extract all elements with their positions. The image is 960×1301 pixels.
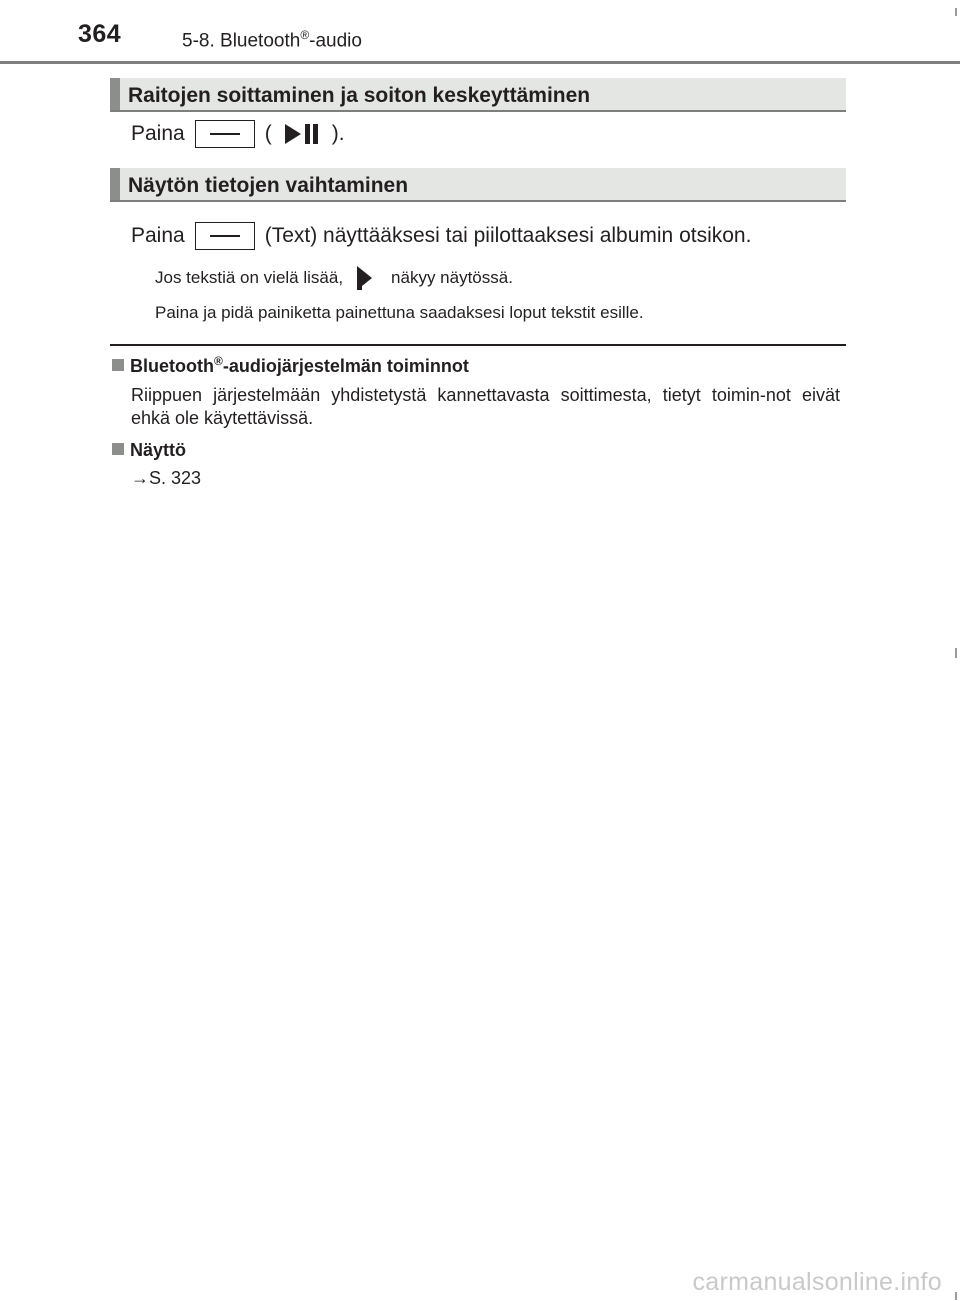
- reference-page: S. 323: [149, 468, 202, 488]
- more-text-arrow-icon: [355, 264, 375, 292]
- instruction-text: Paina: [131, 122, 185, 145]
- section-divider: [110, 344, 846, 346]
- square-bullet: [112, 359, 124, 371]
- heading-suffix: -audiojärjestelmän toiminnot: [222, 356, 469, 376]
- instruction-text-after: (Text) näyttääksesi tai piilottaaksesi albumin otsikon.: [264, 224, 752, 247]
- edge-tick: [955, 648, 957, 658]
- registered-mark: ®: [300, 28, 310, 42]
- registered-mark: ®: [213, 354, 223, 368]
- heading-text: Näyttö: [130, 440, 187, 460]
- section-header-display-info: [110, 168, 846, 202]
- note-text: Paina ja pidä painiketta painettuna saadaksesi loput tekstit esille.: [155, 303, 644, 322]
- note-text-after: näkyy näytössä.: [391, 268, 513, 287]
- play-pause-instruction: [131, 120, 345, 148]
- watermark: carmanualsonline.info: [692, 1268, 942, 1296]
- steering-switch-button[interactable]: [195, 222, 255, 250]
- chapter-title-prefix: 5-8. Bluetooth: [182, 30, 301, 52]
- reference-arrow: →: [131, 468, 149, 488]
- steering-switch-button[interactable]: [195, 120, 255, 148]
- square-bullet: [112, 443, 124, 455]
- text-toggle-instruction: [131, 222, 751, 250]
- more-text-note: [155, 264, 513, 292]
- info-heading-display: [112, 440, 186, 461]
- info-paragraph: Riippuen järjestelmään yhdistetystä kannettavasta soittimesta, tietyt toimin-not eivät ehkä ole käytettävissä.: [131, 385, 840, 428]
- section-title: Raitojen soittaminen ja soiton keskeyttäminen: [128, 84, 591, 107]
- instruction-text: Paina: [131, 224, 185, 247]
- header-rule: [0, 61, 960, 64]
- paren-close: ).: [331, 122, 345, 145]
- heading-prefix: Bluetooth: [130, 356, 214, 376]
- section-header-bar: [110, 168, 120, 200]
- section-header-play-pause: [110, 78, 846, 112]
- info-heading-bluetooth-functions: [112, 354, 469, 377]
- note-text: Jos tekstiä on vielä lisää,: [155, 268, 344, 287]
- chapter-title: [182, 28, 362, 52]
- edge-tick: [955, 8, 957, 16]
- paren-open: (: [264, 122, 272, 145]
- edge-tick: [955, 1292, 957, 1300]
- section-title: Näytön tietojen vaihtaminen: [128, 174, 409, 197]
- play-pause-icon: [282, 122, 322, 146]
- hold-button-note: [155, 303, 644, 323]
- page-reference: [131, 468, 201, 489]
- page-number: 364: [78, 20, 122, 48]
- chapter-title-suffix: -audio: [309, 30, 362, 52]
- section-header-bar: [110, 78, 120, 110]
